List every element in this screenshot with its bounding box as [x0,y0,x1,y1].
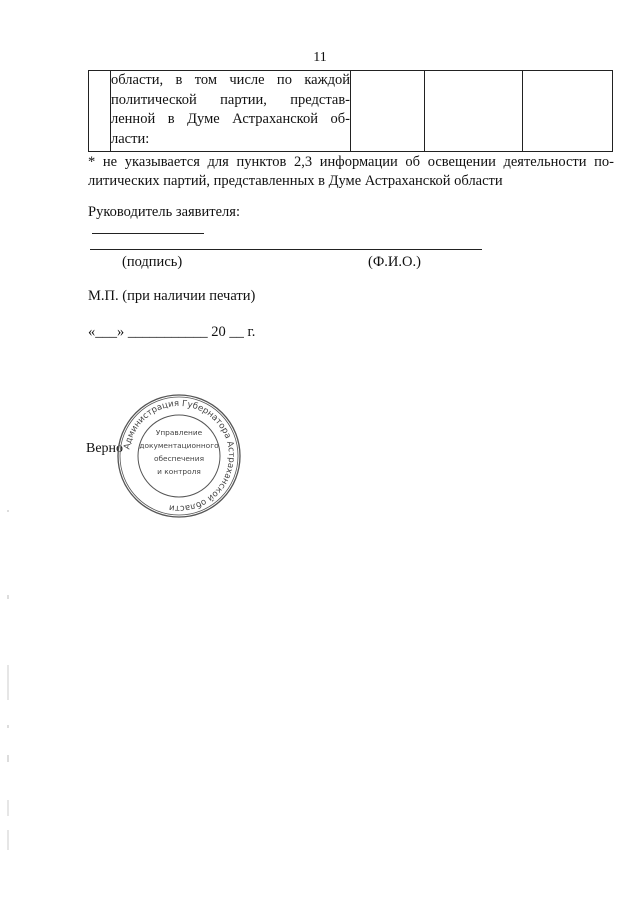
date-line: «___» ___________ 20 __ г. [88,324,256,340]
signature-caption: (подпись) [122,254,183,270]
seal-inner-line: документационного [139,441,219,450]
seal-inner-line: и контроля [157,467,201,476]
footnote-line: литических партий, представленных в Думе Астраханской области [88,173,503,189]
footnote-line: * не указывается для пунктов 2,3 информации об освещении деятельности по- [88,154,614,170]
blank-line [92,233,204,234]
page-number: 11 [313,50,327,65]
seal-inner-line: Управление [155,428,203,437]
table-cell-number [89,71,111,152]
table-cell-line: области, в том числе по каждой [111,72,350,88]
table-cell-line: политической партии, представ- [111,91,350,108]
fio-caption: (Ф.И.О.) [368,254,421,270]
table-fragment [88,70,613,152]
seal-inner-line: обеспечения [153,454,205,463]
verno-label: Верно [86,441,124,456]
seal-stamp-icon [116,393,242,519]
signature-line [90,249,482,250]
stamp-place-label: М.П. (при наличии печати) [88,288,256,304]
table-cell-line: ленной в Думе Астраханской об- [111,111,350,127]
footnote [88,153,614,191]
applicant-head-label: Руководитель заявителя: [88,204,240,220]
table-cell-empty [523,71,613,152]
scan-margin-marks [5,500,11,860]
table-cell-empty [351,71,425,152]
table-cell-description [111,71,351,152]
seal-outer-text: Администрация Губернатора Астраханской области [122,398,237,514]
table-cell-line: ласти: [111,130,150,147]
table-row [89,71,613,152]
table-cell-empty [425,71,523,152]
